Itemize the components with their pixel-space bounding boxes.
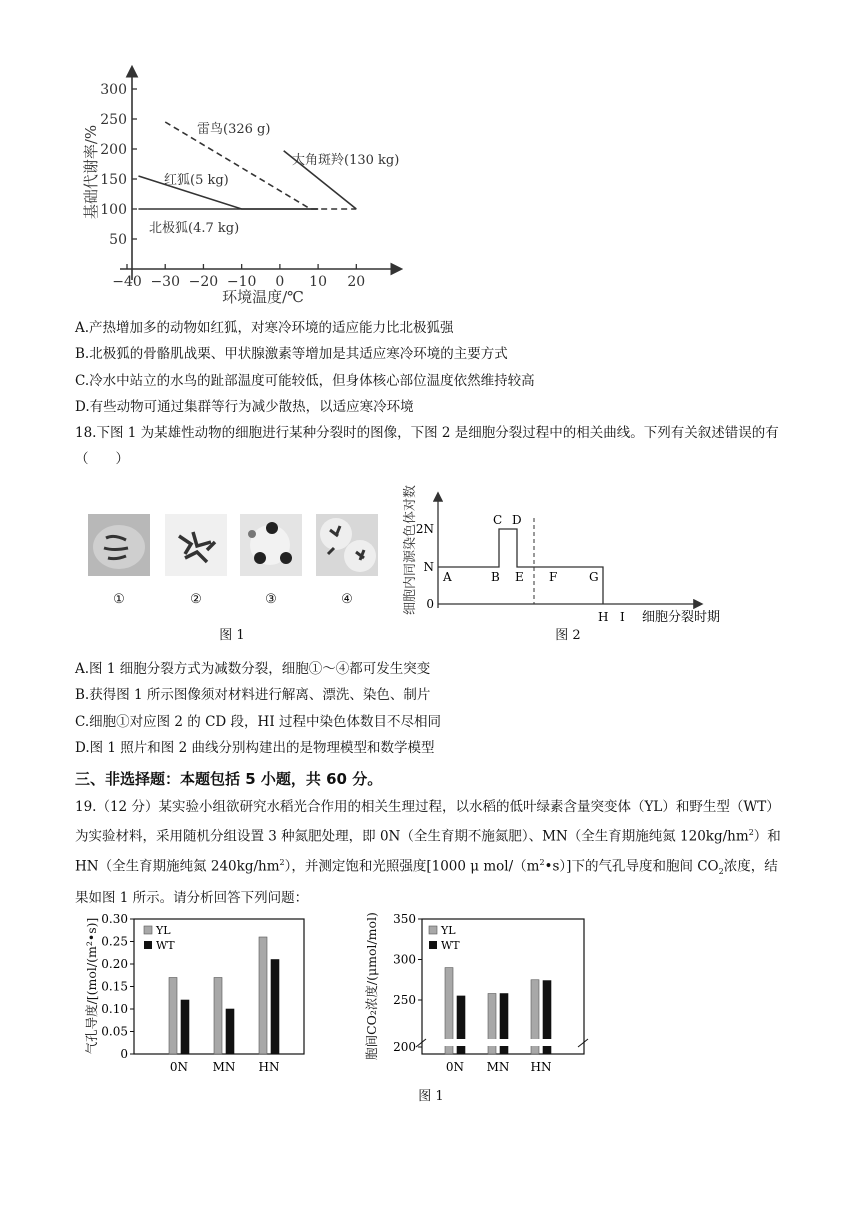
chart1-cat-0n: 0N: [169, 1060, 189, 1074]
bar-YL-0N: [169, 978, 177, 1055]
y-tick-label: 0.20: [101, 957, 128, 971]
cell-image-1: [88, 514, 150, 576]
y-tick-label: 0: [120, 1047, 128, 1061]
chart1-cat-mn: MN: [212, 1060, 236, 1074]
x-tick-label: −40: [112, 274, 142, 290]
bar-YL-MN: [214, 978, 222, 1055]
point-h: H: [598, 610, 609, 624]
q18-option-c: C.细胞①对应图 2 的 CD 段，HI 过程中染色体数目不尽相同: [75, 714, 441, 730]
label-beijifox: 北极狐(4.7 kg): [149, 221, 240, 236]
x-tick-label: −20: [188, 274, 219, 290]
chart2-cat-0n: 0N: [445, 1060, 465, 1074]
y-tick-label: 300: [100, 82, 127, 98]
point-i: I: [620, 610, 625, 624]
cell-label-3: ③: [265, 592, 277, 607]
chart2-cat-mn: MN: [486, 1060, 510, 1074]
y-tick-label: 200: [100, 142, 127, 158]
fig2-x-axis-title: 细胞分裂时期: [642, 610, 721, 625]
chart1-legend-wt-swatch: [144, 941, 152, 949]
y-tick-label: 200: [393, 1040, 416, 1054]
y-tick-label: 50: [109, 232, 127, 248]
y-tick-label: 0.30: [101, 912, 128, 926]
fig2-caption: 图 2: [555, 628, 581, 643]
point-f: F: [549, 570, 558, 584]
chart1-y-axis-title: 气孔导度/[(mol/(m²•s)]: [84, 917, 99, 1055]
y-tick-label: 150: [100, 172, 127, 188]
y-axis-title: 基础代谢率/%: [82, 124, 100, 220]
point-e: E: [515, 570, 524, 584]
q18-stem: 18.下图 1 为某雄性动物的细胞进行某种分裂时的图像，下图 2 是细胞分裂过程中的相关曲线。下列有关叙述错误的有（ ）: [75, 425, 779, 467]
section-3-heading: 三、非选择题：本题包括 5 小题，共 60 分。: [75, 770, 383, 788]
y-tick-label: 0.10: [101, 1002, 128, 1016]
chart2-cat-hn: HN: [530, 1060, 552, 1074]
cell-image-4: [316, 514, 378, 576]
y-tick-label: 300: [393, 952, 416, 967]
x-tick-label: 10: [309, 274, 328, 290]
q17-option-c: C.冷水中站立的水鸟的趾部温度可能较低，但身体核心部位温度依然维持较高: [75, 373, 535, 389]
q18-option-a: A.图 1 细胞分裂方式为减数分裂，细胞①～④都可发生突变: [75, 661, 431, 677]
x-tick-label: 20: [347, 274, 366, 290]
chart1-legend-yl-swatch: [144, 926, 152, 934]
point-d: D: [512, 513, 522, 527]
y-tick-label: 0.05: [101, 1024, 128, 1039]
y-tick-label: 350: [393, 912, 416, 926]
q17-option-d: D.有些动物可通过集群等行为减少散热，以适应寒冷环境: [75, 399, 414, 415]
q18-option-d: D.图 1 照片和图 2 曲线分别构建出的是物理模型和数学模型: [75, 740, 435, 756]
cell-label-1: ①: [113, 592, 125, 607]
q18-option-b: B.获得图 1 所示图像须对材料进行解离、漂洗、染色、制片: [75, 687, 431, 703]
q19-fig-caption: 图 1: [418, 1089, 444, 1104]
bar-WT-MN: [226, 1009, 234, 1054]
chart1-legend-yl: YL: [156, 924, 171, 937]
y-tick-label: 100: [100, 202, 127, 218]
q19-stem: 19.（12 分）某实验小组欲研究水稻光合作用的相关生理过程，以水稻的低叶绿素含量突变体（YL）和野生型（WT）为实验材料，采用随机分组设置 3 种氮肥处理，即 0N（全生育期不施氮肥）、MN（全生育期施纯氮 $120kg/hm^2$）和 HN（全生育期施纯氮 $240kg/hm^2$），并测定饱和光照强度[1000 μ mol/$(m^2•s)$]下的气孔导度和胞间 $CO_2$浓度，结果如图 1 所示。请分析回答下列问题：: [75, 799, 781, 906]
x-tick-labels: [112, 264, 365, 290]
point-b: B: [491, 570, 500, 584]
x-axis-title: 环境温度/℃: [222, 288, 304, 306]
chart1-legend-wt: WT: [156, 939, 175, 952]
point-g: G: [589, 570, 599, 584]
cell-image-3: [240, 514, 302, 576]
metabolic-rate-chart: [70, 60, 415, 310]
x-tick-label: −30: [150, 274, 180, 290]
x-tick-label: 0: [275, 274, 285, 290]
fig2-y-axis-title: 细胞内同源染色体对数: [403, 484, 418, 616]
bar-YL-HN: [259, 937, 267, 1054]
fig2-ytick-2n: 2N: [415, 522, 434, 536]
y-tick-label: 250: [100, 112, 127, 128]
y-tick-label: 0.25: [101, 934, 128, 949]
chart2-axis-break-gap: [423, 1039, 583, 1046]
q17-option-a: A.产热增加多的动物如红狐，对寒冷环境的适应能力比北极狐强: [75, 320, 454, 336]
q17-option-b: B.北极狐的骨骼肌战栗、甲状腺激素等增加是其适应寒冷环境的主要方式: [75, 346, 508, 362]
chart2-y-axis-title: 胞间CO₂浓度/(μmol/mol): [364, 912, 379, 1060]
fig1-caption: 图 1: [219, 628, 245, 643]
chart2-legend-yl-swatch: [429, 926, 437, 934]
cell-label-2: ②: [190, 592, 202, 607]
chart2-legend-yl: YL: [441, 924, 456, 937]
fig2-ytick-0: 0: [426, 597, 434, 611]
label-hongfox: 红狐(5 kg): [164, 173, 229, 188]
y-tick-label: 0.15: [101, 979, 128, 994]
x-tick-label: −10: [226, 274, 257, 290]
cell-label-4: ④: [341, 592, 353, 607]
fig2-ytick-n: N: [423, 560, 434, 574]
point-c: C: [493, 513, 503, 527]
bar-WT-0N: [181, 1000, 189, 1054]
chart2-legend-wt: WT: [441, 939, 460, 952]
chart1-bars: [169, 937, 279, 1054]
stomatal-conductance-chart: [84, 904, 314, 1084]
chart2-legend-wt-swatch: [429, 941, 437, 949]
fig2-step-curve: [438, 529, 603, 604]
chart1-y-ticks: [101, 912, 134, 1061]
cell-image-2: [165, 514, 227, 576]
bar-WT-HN: [271, 960, 279, 1055]
label-banling: 大角斑羚(130 kg): [292, 153, 400, 168]
label-leiniao: 雷鸟(326 g): [197, 122, 271, 137]
point-a: A: [443, 570, 452, 584]
chart2-y-ticks: [393, 912, 422, 1054]
intercellular-co2-chart: [362, 904, 602, 1084]
chart1-cat-hn: HN: [258, 1060, 280, 1074]
y-tick-label: 250: [393, 993, 416, 1007]
